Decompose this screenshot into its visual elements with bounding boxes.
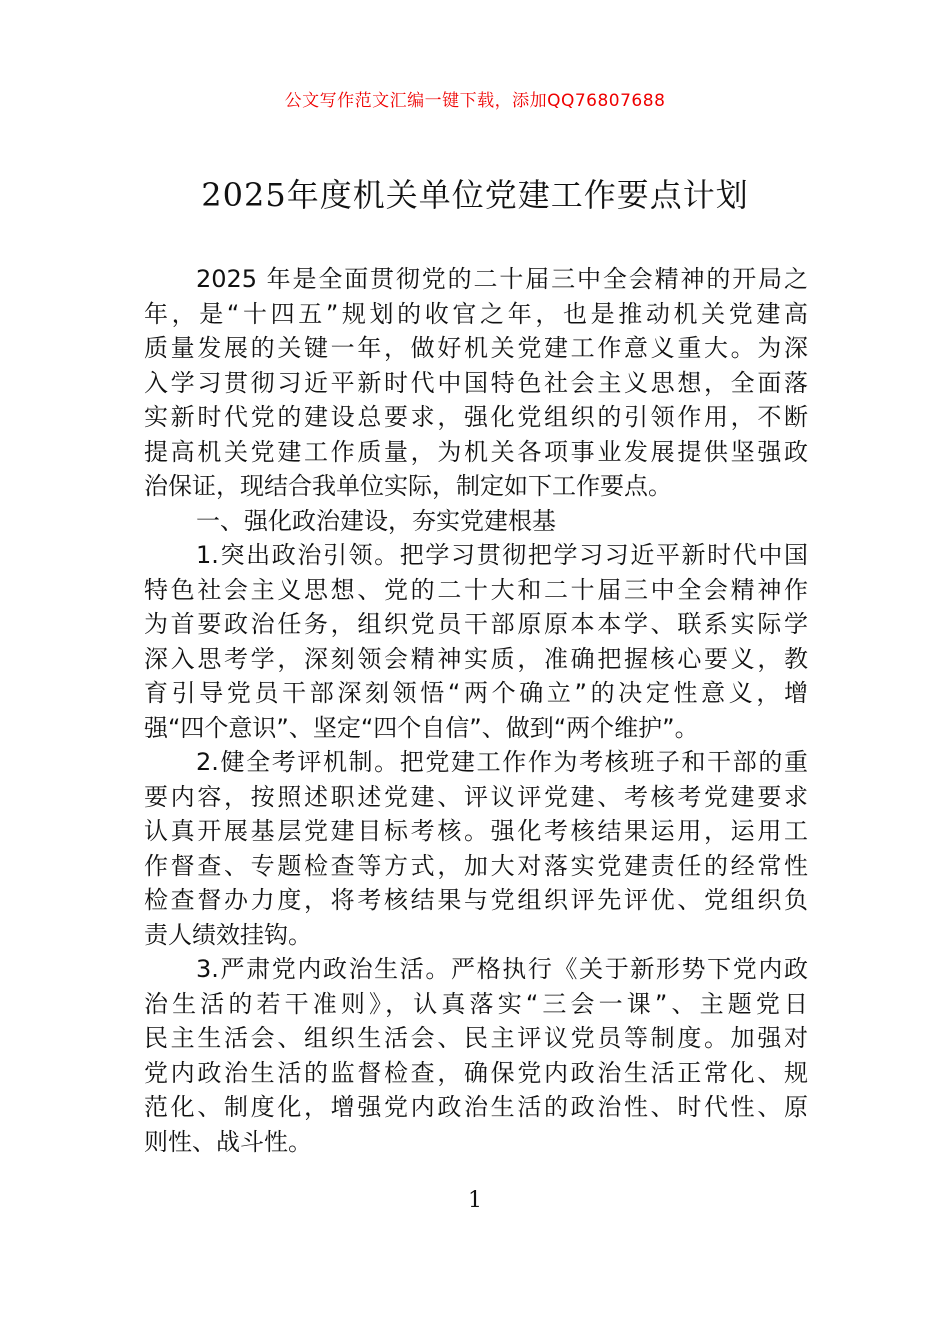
page-number: 1	[468, 1188, 482, 1213]
text-line: 年，是“十四五”规划的收官之年，也是推动机关党建高	[144, 299, 808, 328]
text-line: 3.严肃党内政治生活。严格执行《关于新形势下党内政	[196, 955, 808, 983]
text-line: 2025 年是全面贯彻党的二十届三中全会精神的开局之	[196, 265, 808, 293]
text-line: 深入思考学，深刻领会精神实质，准确把握核心要义，教	[144, 644, 808, 673]
text-line: 1.突出政治引领。把学习贯彻把学习习近平新时代中国	[196, 541, 808, 569]
section-heading: 一、强化政治建设，夯实党建根基	[196, 506, 556, 535]
download-watermark: 公文写作范文汇编一键下载，添加QQ76807688	[284, 91, 666, 111]
text-line: 要内容，按照述职述党建、评议评党建、考核考党建要求	[144, 782, 808, 811]
text-line: 认真开展基层党建目标考核。强化考核结果运用，运用工	[144, 817, 808, 845]
text-line: 质量发展的关键一年，做好机关党建工作意义重大。为深	[144, 334, 808, 362]
text-line: 特色社会主义思想、党的二十大和二十届三中全会精神作	[144, 575, 808, 604]
text-line: 入学习贯彻习近平新时代中国特色社会主义思想，全面落	[144, 368, 808, 397]
text-line: 提高机关党建工作质量，为机关各项事业发展提供坚强政	[144, 437, 808, 466]
text-line: 实新时代党的建设总要求，强化党组织的引领作用，不断	[144, 403, 808, 431]
text-line: 为首要政治任务，组织党员干部原原本本学、联系实际学	[144, 610, 808, 638]
text-line: 民主生活会、组织生活会、民主评议党员等制度。加强对	[144, 1024, 808, 1052]
text-line: 党内政治生活的监督检查，确保党内政治生活正常化、规	[144, 1058, 808, 1087]
text-line: 则性、战斗性。	[144, 1127, 312, 1156]
text-line: 检查督办力度，将考核结果与党组织评先评优、党组织负	[144, 886, 808, 914]
text-line: 责人绩效挂钩。	[144, 920, 312, 949]
text-line: 治保证，现结合我单位实际，制定如下工作要点。	[144, 472, 672, 500]
text-line: 育引导党员干部深刻领悟“两个确立”的决定性意义，增	[144, 679, 808, 707]
text-line: 治生活的若干准则》，认真落实“三会一课”、主题党日	[144, 989, 808, 1018]
text-line: 范化、制度化，增强党内政治生活的政治性、时代性、原	[144, 1093, 808, 1121]
text-line: 作督查、专题检查等方式，加大对落实党建责任的经常性	[144, 851, 808, 880]
document-title: 2025年度机关单位党建工作要点计划	[201, 176, 749, 214]
document-body	[144, 262, 808, 1159]
text-line: 强“四个意识”、坚定“四个自信”、做到“两个维护”。	[144, 713, 699, 742]
text-line: 2.健全考评机制。把党建工作作为考核班子和干部的重	[196, 748, 808, 776]
